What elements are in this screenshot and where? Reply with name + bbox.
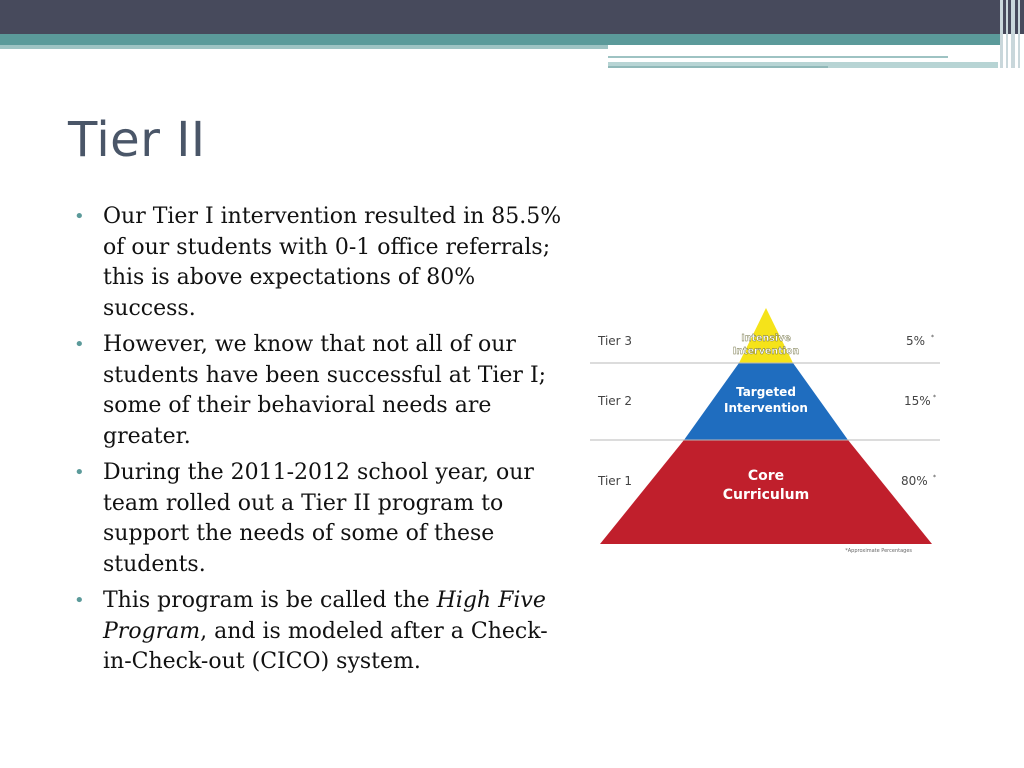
pyramid-footnote: *Approximate Percentages <box>845 548 912 554</box>
bullet-item <box>74 458 574 580</box>
bullet-text-after: , and is modeled after a Check-in-Check-out (CICO) system. <box>103 618 548 674</box>
bullet-icon: • <box>74 462 85 483</box>
tier-2-name-line1: Targeted <box>736 385 796 399</box>
slide-title: Tier II <box>68 112 206 168</box>
bullet-text: Our Tier I intervention resulted in 85.5% of our students with 0-1 office referrals; this is above expectations of 80% success. <box>103 204 562 321</box>
tier-1-percent: 80% <box>901 474 928 488</box>
decorative-stripes <box>998 0 1024 68</box>
bullet-icon: • <box>74 590 85 611</box>
header-bar <box>0 0 1024 34</box>
tier-1-name-line1: Core <box>747 468 785 484</box>
bullet-icon: • <box>74 334 85 355</box>
tier-2-name-line2: Intervention <box>724 401 808 415</box>
bullet-list <box>74 202 574 684</box>
bullet-text-before: This program is be called the <box>103 588 437 613</box>
bullet-text: During the 2011-2012 school year, our team rolled out a Tier II program to support the needs of some of these students. <box>103 460 534 577</box>
program-name: High Five Program <box>103 588 546 644</box>
tier-1-name-line2: Curriculum <box>722 487 810 503</box>
tier-3-name-line1: Intensive <box>741 333 791 344</box>
header-light-band <box>0 45 608 49</box>
tier-3-percent: 5% <box>906 334 926 348</box>
asterisk-mark: * <box>933 474 936 481</box>
tier-2-percent: 15% <box>904 394 931 408</box>
bullet-text: However, we know that not all of our students have been successful at Tier I; some of their behavioral needs are greater. <box>103 332 547 449</box>
bullet-item <box>74 330 574 452</box>
asterisk-mark: * <box>933 394 936 401</box>
tier-3-label: Tier 3 <box>598 334 633 348</box>
decorative-line <box>608 66 828 68</box>
bullet-icon: • <box>74 206 85 227</box>
decorative-line <box>608 56 948 58</box>
bullet-item <box>74 202 574 324</box>
tier-1-label: Tier 1 <box>598 474 633 488</box>
tier-pyramid-diagram <box>586 300 946 562</box>
header-accent-band <box>0 34 1000 45</box>
bullet-item <box>74 586 574 678</box>
tier-3-name-line2: Intervention <box>732 346 800 357</box>
tier-2-label: Tier 2 <box>598 394 633 408</box>
asterisk-mark: * <box>931 334 934 341</box>
